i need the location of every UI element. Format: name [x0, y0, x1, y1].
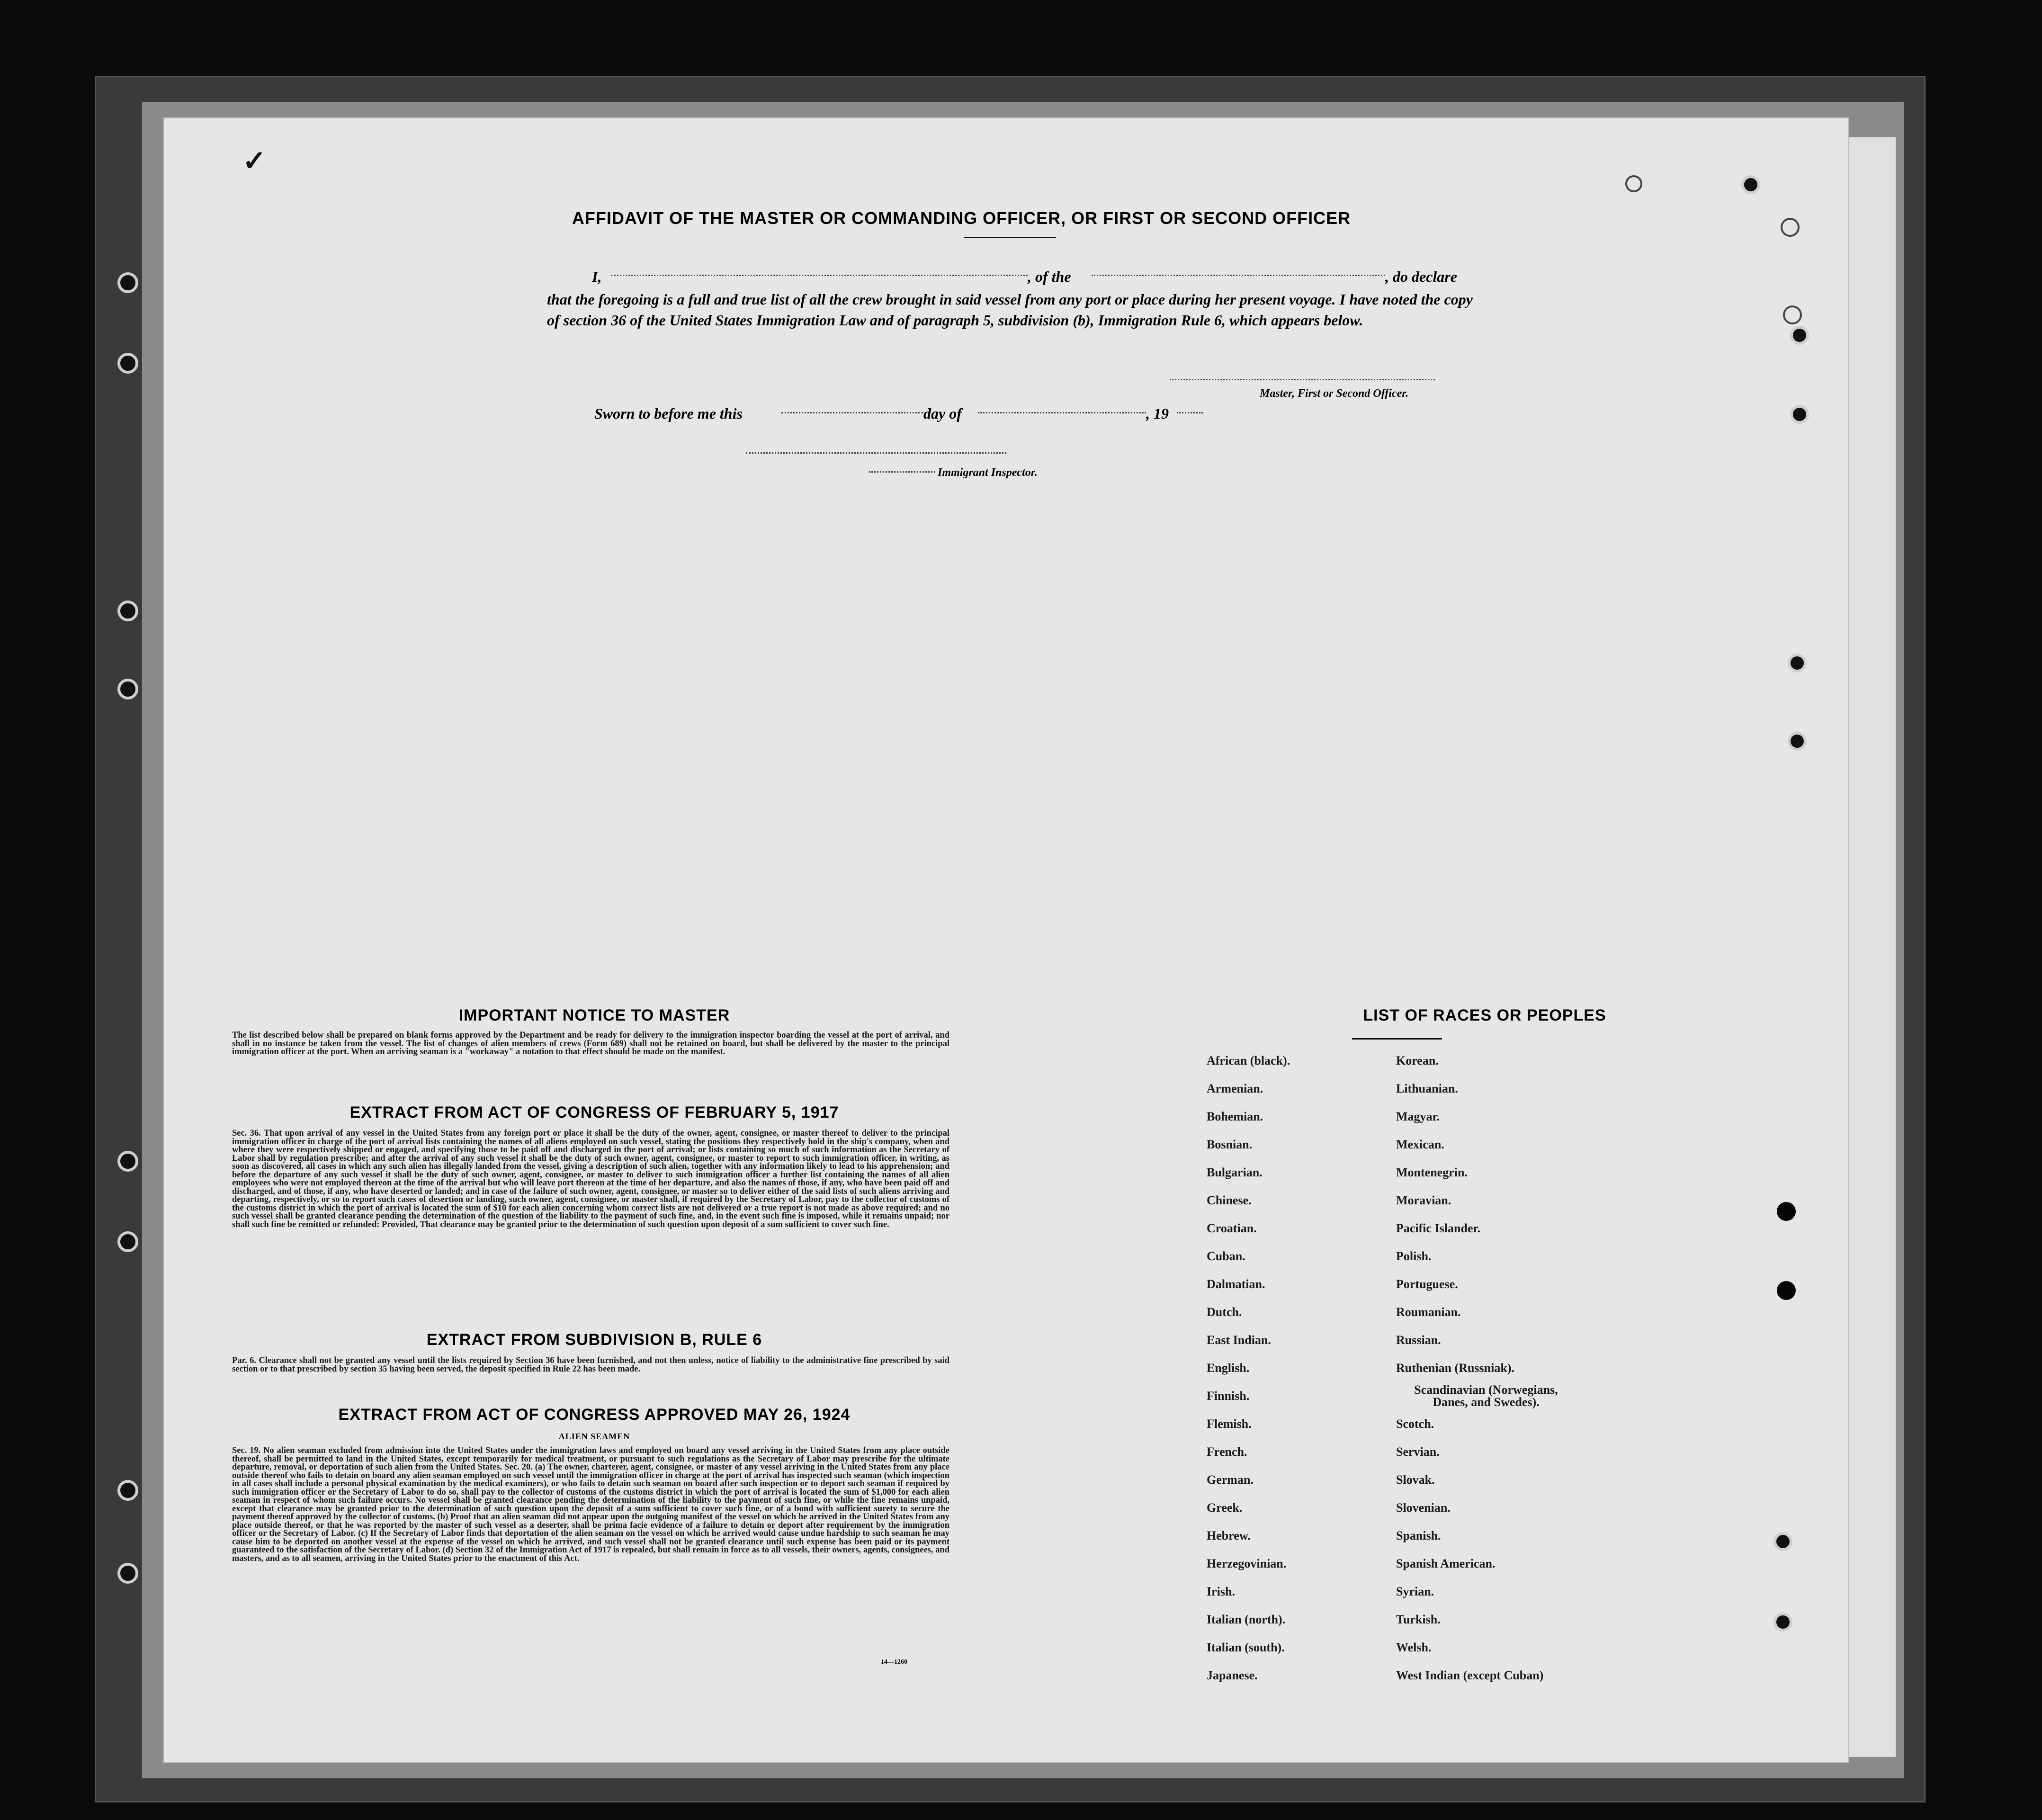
extract-1917-text: Sec. 36. That upon arrival of any vessel in the United States from any foreign port or place it shall be the duty of the owner, agent, consignee, or master thereof to deliver to the principal immigration officer in charge of the port of arrival lists containing the names of all aliens employed on such vessel, stating the positions they respectively hold in the ship's company, when and where they were respectively shipped or engaged, and specifying those to be paid off and discharged in the port of arrival; or lists containing so much of such information as the Secretary of Labor shall by regulation prescribe; and after the arrival of any such vessel it shall be the duty of such owner, agent, consignee, or master to report to such immigration officer, in writing, as soon as discovered, all cases in which any such alien has illegally landed from the vessel, giving a description of such alien, together with any information likely to lead to his apprehension; and before the departure of any such vessel it shall be the duty of such owner, agent, consignee, or master to deliver to such immigration officer a further list containing the names of all alien employees who were not employed thereon at the time of the arrival but who will leave port thereon at the time of her departure, and also the names of those, if any, who have been paid off and discharged, and of those, if any, who have deserted or landed; and in case of the failure of such owner, agent, consignee, or master so to deliver either of the said lists of such aliens arriving and departing, respectively, or so to report such cases of desertion or landing, such owner, agent, consignee, or master shall, if required by the Secretary of Labor, pay to the collector of customs of the customs district in which the port of arrival is located the sum of $10 for each alien concerning whom correct lists are not delivered or a true report is not made as above required; and no such vessel shall be granted clearance pending the determination of the question of the liability to the payment of such fine, and, in the event such fine is imposed, while it remains unpaid; nor shall such fine be remitted or refunded: Provided, That clearance may be granted prior to the determination of such question upon deposit of a sum sufficient to cover such fine.: [232, 1129, 949, 1229]
extract-1924-text: Sec. 19. No alien seaman excluded from admission into the United States under the immigration laws and employed on board any vessel arriving in the United States from any place outside thereof, shall be permitted to land in the United States, except temporarily for medical treatment, or pursuant to such regulations as the Secretary of Labor may prescribe for the ultimate departure, removal, or deportation of such alien from the United States. Sec. 20. (a) The owner, charterer, agent, consignee, or master of any vessel arriving in the United States from any place outside thereof who fails to detain on board any alien seaman employed on such vessel until the immigration officer in charge at the port of arrival has inspected such seaman (which inspection in all cases shall include a personal physical examination by the medical examiners), or who fails to detain such seaman on board after such inspection or to deport such seaman if required by such immigration officer or the Secretary of Labor to do so, shall pay to the collector of customs of the customs district in which the port of arrival is located the sum of $1,000 for each alien seaman in respect of whom such failure occurs. No vessel shall be granted clearance pending the determination of the liability to the payment of such fine, or while the fine remains unpaid, except that clearance may be granted prior to the determination of such question upon the deposit of a sum sufficient to cover such fine, or of a bond with sufficient surety to secure the payment thereof approved by the collector of customs. (b) Proof that an alien seaman did not appear upon the outgoing manifest of the vessel on which he arrived in the United States from any place outside thereof, or that he was reported by the master of such vessel as a deserter, shall be prima facie evidence of a failure to detain or deport after requirement by the immigration officer or the Secretary of Labor. (c) If the Secretary of Labor finds that deportation of the alien seaman on the vessel on which he arrived would cause undue hardship to such seaman he may cause him to be deported on another vessel at the expense of the vessel on which he arrived, and such vessel shall not be granted clearance until such expense has been paid or its payment guaranteed to the satisfaction of the Secretary of Labor. (d) Section 32 of the Immigration Act of 1917 is repealed, but shall remain in force as to all vessels, their owners, agents, consignees, and masters, and as to all seamen, arriving in the United States prior to the enactment of this Act.: [232, 1446, 949, 1563]
inspector-signature-blank[interactable]: [746, 452, 1006, 454]
races-title-underline: [1352, 1038, 1442, 1040]
race-item: West Indian (except Cuban): [1396, 1668, 1544, 1682]
edge-hole: [1790, 405, 1809, 424]
master-signature-blank[interactable]: [1170, 379, 1435, 380]
race-item: Scotch.: [1396, 1417, 1434, 1431]
race-item: Finnish.: [1207, 1389, 1250, 1403]
race-item: Slovak.: [1396, 1473, 1435, 1487]
sworn-day-blank[interactable]: [781, 412, 923, 413]
races-title: LIST OF RACES OR PEOPLES: [1363, 1006, 1606, 1024]
race-item: Hebrew.: [1207, 1529, 1251, 1542]
race-item: Slovenian.: [1396, 1501, 1451, 1515]
name-blank[interactable]: [611, 275, 1028, 276]
binder-hole: [117, 679, 138, 699]
notice-title: IMPORTANT NOTICE TO MASTER: [458, 1006, 730, 1024]
binder-hole: [117, 1151, 138, 1172]
race-item: Herzegovinian.: [1207, 1557, 1287, 1570]
race-item: Scandinavian (Norwegians, Danes, and Swedes).: [1414, 1383, 1558, 1409]
race-item: Spanish.: [1396, 1529, 1441, 1542]
race-item: Dutch.: [1207, 1305, 1242, 1319]
race-item: Bulgarian.: [1207, 1166, 1263, 1179]
title-underline: [964, 237, 1056, 238]
affidavit-declaration: that the foregoing is a full and true list of all the crew brought in said vessel from any port or place during her present voyage. I have noted the copy of section 36 of the United States Immigration Law and of paragraph 5, subdivision (b), Immigration Rule 6, which appears below.: [547, 291, 1473, 329]
binder-hole: [117, 353, 138, 374]
punch-hole: [1777, 1281, 1796, 1300]
race-item: German.: [1207, 1473, 1254, 1487]
do-declare-label: , do declare: [1385, 268, 1457, 285]
sworn-label: Sworn to before me this: [594, 405, 743, 422]
race-item: Flemish.: [1207, 1417, 1252, 1431]
race-item: Servian.: [1396, 1445, 1440, 1459]
edge-hole: [1790, 326, 1809, 345]
race-item: Croatian.: [1207, 1221, 1257, 1235]
edge-hole: [1773, 1532, 1792, 1551]
race-item: Ruthenian (Russniak).: [1396, 1361, 1514, 1375]
edge-hole: [1783, 305, 1802, 324]
extract-1924-title: EXTRACT FROM ACT OF CONGRESS APPROVED MAY 26, 1924: [338, 1406, 851, 1424]
race-item: Lithuanian.: [1396, 1082, 1458, 1095]
ink-mark: ✓: [242, 145, 267, 177]
race-item: African (black).: [1207, 1054, 1290, 1067]
race-item: Bosnian.: [1207, 1138, 1253, 1151]
edge-hole: [1788, 654, 1807, 672]
year-prefix: , 19: [1146, 405, 1169, 422]
alien-seamen-subtitle: ALIEN SEAMEN: [558, 1432, 630, 1441]
binder-hole: [117, 1480, 138, 1501]
race-item: Portuguese.: [1396, 1277, 1458, 1291]
rule6-text: Par. 6. Clearance shall not be granted any vessel until the lists required by Section 36 have been furnished, and not then unless, notice of liability to the administrative fine prescribed by said section or to that prescribed by section 35 having been served, the deposit specified in Rule 22 has been made.: [232, 1356, 949, 1374]
punch-hole: [1625, 175, 1642, 192]
race-item: Syrian.: [1396, 1585, 1434, 1598]
edge-hole: [1773, 1613, 1792, 1632]
race-item: Chinese.: [1207, 1193, 1252, 1207]
day-of-label: day of: [923, 405, 962, 422]
race-item: Korean.: [1396, 1054, 1439, 1067]
form-number: 14—1260: [881, 1659, 907, 1666]
race-item: Italian (south).: [1207, 1641, 1285, 1654]
notice-text: The list described below shall be prepared on blank forms approved by the Department and be ready for delivery to the immigration inspector boarding the vessel at the port of arrival, and shall in no instance be taken from the vessel. The list of changes of alien members of crews (Form 689) shall not be retained on board, but shall be delivered by the master to the principal immigration officer at the port. When an arriving seaman is a "workaway" a notation to that effect should be made on the manifest.: [232, 1031, 949, 1057]
inspector-lead-blank[interactable]: [869, 471, 935, 473]
binder-hole: [117, 1563, 138, 1584]
edge-hole: [1781, 218, 1800, 237]
race-item: Irish.: [1207, 1585, 1235, 1598]
master-signature-label: Master, First or Second Officer.: [1260, 387, 1409, 400]
race-item: Moravian.: [1396, 1193, 1451, 1207]
race-item: Dalmatian.: [1207, 1277, 1265, 1291]
binder-hole: [117, 601, 138, 621]
race-item: Montenegrin.: [1396, 1166, 1468, 1179]
race-item: Russian.: [1396, 1333, 1441, 1347]
race-item: Greek.: [1207, 1501, 1243, 1515]
rule6-title: EXTRACT FROM SUBDIVISION B, RULE 6: [426, 1331, 762, 1349]
race-item: Mexican.: [1396, 1138, 1444, 1151]
race-item: Spanish American.: [1396, 1557, 1496, 1570]
extract-1917-title: EXTRACT FROM ACT OF CONGRESS OF FEBRUARY 5, 1917: [349, 1103, 839, 1121]
race-item: Roumanian.: [1396, 1305, 1461, 1319]
race-item: French.: [1207, 1445, 1247, 1459]
race-item: Japanese.: [1207, 1668, 1258, 1682]
punch-hole: [1777, 1202, 1796, 1221]
sworn-month-blank[interactable]: [978, 412, 1146, 413]
race-item: Welsh.: [1396, 1641, 1432, 1654]
edge-hole: [1788, 732, 1807, 751]
of-the-label: , of the: [1028, 268, 1071, 285]
inspector-label: Immigrant Inspector.: [938, 466, 1038, 479]
race-item: Italian (north).: [1207, 1613, 1286, 1626]
race-item: Turkish.: [1396, 1613, 1441, 1626]
affidavit-title: AFFIDAVIT OF THE MASTER OR COMMANDING OFFICER, OR FIRST OR SECOND OFFICER: [572, 208, 1351, 228]
race-item: Armenian.: [1207, 1082, 1263, 1095]
race-item: Bohemian.: [1207, 1110, 1263, 1123]
race-item: Cuban.: [1207, 1249, 1245, 1263]
race-item: Polish.: [1396, 1249, 1432, 1263]
affidavit-i-label: I,: [592, 268, 602, 285]
punch-hole: [1741, 175, 1760, 194]
race-item: Pacific Islander.: [1396, 1221, 1481, 1235]
year-blank[interactable]: [1177, 412, 1203, 413]
vessel-blank[interactable]: [1092, 275, 1385, 276]
binder-hole: [117, 1231, 138, 1252]
binder-hole: [117, 272, 138, 293]
race-item: Magyar.: [1396, 1110, 1440, 1123]
race-item: English.: [1207, 1361, 1250, 1375]
race-item: East Indian.: [1207, 1333, 1271, 1347]
